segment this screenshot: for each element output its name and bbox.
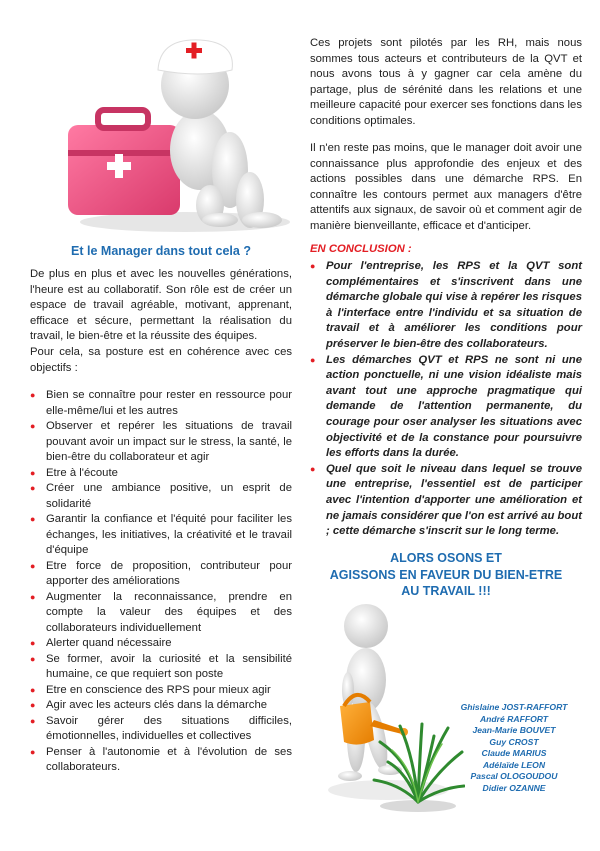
manager-heading: Et le Manager dans tout cela ? (71, 244, 251, 258)
objective-item: ● Etre en conscience des RPS pour mieux agir (30, 683, 292, 699)
call-line-2: AGISSONS EN FAVEUR DU BIEN-ETRE (329, 567, 563, 582)
call-to-action (310, 550, 582, 600)
author-name: Guy CROST (489, 736, 539, 747)
author-name: Adélaïde LEON (482, 759, 546, 770)
nurse-cap-icon (158, 40, 232, 74)
author-name: Didier OZANNE (482, 782, 546, 793)
author-name: André RAFFORT (479, 713, 549, 724)
nurse-figure-svg (60, 30, 290, 235)
medical-case-icon (68, 110, 180, 215)
objective-item: ● Augmenter la reconnaissance, prendre en compte la valeur des équipes et des collaborateurs individuellement (30, 590, 292, 637)
nurse-illustration (60, 30, 290, 235)
authors-list (444, 702, 584, 794)
objective-item: ● Savoir gérer des situations difficiles, émotionnelles, individuelles et collectives (30, 714, 292, 745)
call-line-3: AU TRAVAIL !!! (401, 584, 491, 598)
conclusion-heading: EN CONCLUSION : (310, 243, 412, 255)
manager-knowledge-paragraph: Il n'en reste pas moins, que le manager doit avoir une connaissance plus approfondie des enjeux et des actions possibles dans une démarche RPS. En connaître les contours permet aux managers d'être attentifs aux signaux, de savoir où et comment agir de manière bienveillante, efficace et d'anticiper. (310, 142, 582, 232)
objective-item: ● Penser à l'autonomie et à l'évolution de ses collaborateurs. (30, 745, 292, 776)
author-name: Claude MARIUS (481, 748, 547, 758)
objective-item: ● Etre à l'écoute (30, 466, 292, 482)
author-name: Ghislaine JOST-RAFFORT (460, 702, 568, 712)
conclusion-item: ● Pour l'entreprise, les RPS et la QVT sont complémentaires et s'inscrivent dans une démarche globale qui vise à repérer les risques à l'interface entre l'individu et sa situation de travail et à améliorer les conditions pour préserver le bien-être des collaborateurs. (310, 259, 582, 353)
conclusion-list (310, 259, 582, 540)
objective-item: ● Observer et repérer les situations de travail pouvant avoir un impact sur le stress, la santé, le bien-être du collaborateur et agir (30, 419, 292, 466)
objective-item: ● Se former, avoir la curiosité et la sensibilité humaine, ce que requiert son poste (30, 652, 292, 683)
objective-item: ● Alerter quand nécessaire (30, 636, 292, 652)
conclusion-item: ● Les démarches QVT et RPS ne sont ni une action ponctuelle, ni une vision idéaliste mais avant tout une approche pragmatique qui demande de l'attention permanente, du courage pour oser analyser les situations avec objectivité et de la constance pour poursuivre les efforts dans la durée. (310, 353, 582, 462)
manager-intro-paragraph: De plus en plus et avec les nouvelles générations, l'heure est au collaboratif. Son rôle est de créer un espace de travail agréable, motivant, apprenant, efficace et sécure, permettant la réalisation du travail, le bien-être et la réussite des équipes. (30, 268, 292, 342)
objective-item: ● Bien se connaître pour rester en ressource pour elle-même/lui et les autres (30, 388, 292, 419)
objectives-list (30, 388, 292, 776)
manager-posture-paragraph: Pour cela, sa posture est en cohérence avec ces objectifs : (30, 346, 292, 374)
author-name: Pascal OLOGOUDOU (470, 771, 558, 781)
call-line-1: ALORS OSONS ET (390, 551, 502, 565)
objective-item: ● Etre force de proposition, contributeur pour apporter des améliorations (30, 559, 292, 590)
author-name: Jean-Marie BOUVET (472, 725, 556, 735)
projects-paragraph: Ces projets sont pilotés par les RH, mais nous sommes tous acteurs et contributeurs de la QVT et nous avons tous à y gagner car cela amène du partage, plus de sérénité dans les relations et une meilleure capacité pour exercer ses fonctions dans les conditions optimales. (310, 37, 582, 127)
objective-item: ● Garantir la confiance et l'équité pour faciliter les échanges, les initiatives, la créativité et le travail d'équipe (30, 512, 292, 559)
objective-item: ● Créer une ambiance positive, un esprit de solidarité (30, 481, 292, 512)
conclusion-item: ● Quel que soit le niveau dans lequel se trouve une entreprise, l'essentiel est de participer avec l'intention d'apporter une amélioration et ne jamais considérer que l'on est arrivé au bout ; cette démarche s'inscrit sur le long terme. (310, 462, 582, 540)
objective-item: ● Agir avec les acteurs clés dans la démarche (30, 698, 292, 714)
